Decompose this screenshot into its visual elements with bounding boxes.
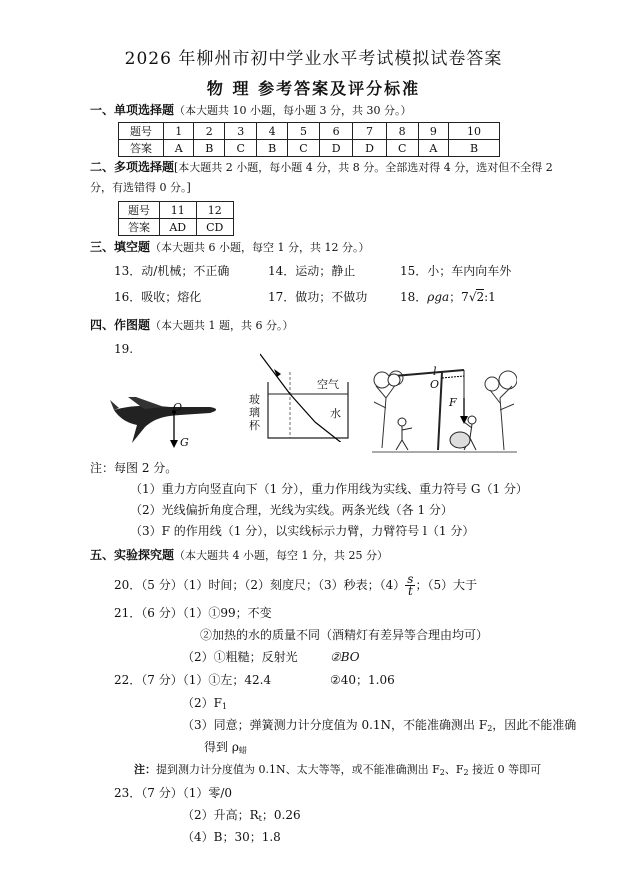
answer-20-post: ；（5）大于 [415, 578, 478, 592]
ray-arrowhead [274, 369, 281, 377]
table-cell: D [353, 140, 386, 157]
answer-22-note-label: 注： [134, 763, 156, 776]
section-4-title: 四、作图题 [90, 318, 151, 332]
force-arrowhead [460, 416, 468, 424]
gravity-arrowhead [170, 440, 178, 448]
answer-16: 16．吸收；熔化 [114, 290, 202, 304]
table-row [119, 123, 500, 140]
answer-22-4-sub: 蜡 [238, 746, 247, 755]
answer-23-1: 23．（7 分）（1）零/0 [114, 786, 233, 800]
section-2-desc: [本大题共 2 小题，每小题 4 分，共 8 分。全部选对得 4 分，选对但不全得 2 [174, 161, 553, 174]
section-2-title: 二、多项选择题 [90, 160, 175, 174]
answer-22-2-text: （2）F [182, 696, 222, 710]
answer-20 [114, 574, 477, 597]
answer-18-expr: ρga [427, 290, 450, 304]
lever-arm-line [442, 376, 464, 378]
table-cell: 8 [386, 123, 418, 140]
answer-22-1: 22．（7 分）（1）①左；42.4 [114, 673, 272, 687]
fig3-label-f: F [449, 396, 457, 409]
airplane-tail [110, 400, 119, 410]
answer-22-note-text: 提到测力计分度值为 0.1N、太大等等，或不能准确测出 F [156, 763, 440, 776]
answer-14: 14．运动；静止 [268, 264, 356, 278]
table-cell: AD [160, 219, 197, 236]
fraction-numerator: s [407, 572, 414, 586]
exit-ray [315, 422, 348, 442]
answer-23-2-text: （2）升高；R [182, 808, 259, 822]
answer-23-2 [182, 808, 301, 826]
answer-18-sep: ；7 [449, 290, 469, 304]
table-cell: C [386, 140, 418, 157]
table-cell: 5 [288, 123, 320, 140]
fig1-label-g: G [180, 436, 189, 449]
table-cell: 7 [353, 123, 386, 140]
table-cell: B [194, 140, 225, 157]
fig3-label-o: O [430, 378, 440, 391]
person-left [396, 418, 412, 450]
airplane-figure [110, 385, 225, 450]
table-cell: D [320, 140, 353, 157]
answer-18-number: 18． [400, 290, 428, 304]
incident-ray [260, 354, 290, 394]
table-cell: 答案 [119, 140, 164, 157]
section-1-heading [90, 103, 412, 118]
section-2-table [118, 201, 234, 236]
answer-22-3-end: ，因此不能准确 [492, 718, 577, 732]
table-cell: 答案 [119, 219, 160, 236]
well-lever-figure [372, 358, 517, 458]
fraction-denominator: t [407, 584, 413, 598]
answer-22-2 [182, 696, 227, 714]
section-3-heading [90, 240, 370, 255]
answer-22-3-text: （3）同意；弹簧测力计分度值为 0.1N，不能准确测出 F [182, 718, 488, 732]
section-3-desc: （本大题共 6 小题，每空 1 分，共 12 分。） [150, 241, 370, 254]
airplane-silhouette [114, 406, 216, 443]
sqrt-icon: √ [468, 290, 477, 304]
answer-23-3: （4）B；30；1.8 [182, 830, 281, 844]
answer-22-note [134, 763, 541, 780]
section-5-desc: （本大题共 4 小题，每空 1 分，共 25 分） [174, 549, 388, 562]
question-19: 19. [114, 342, 134, 356]
answer-21-2: ②加热的水的质量不同（酒精灯有差异等合理由均可） [200, 628, 489, 642]
table-cell: C [288, 140, 320, 157]
section-4-note-2: （2）光线偏折角度合理，光线为实线。两条光线（各 1 分） [130, 503, 453, 517]
table-cell: 11 [160, 202, 197, 219]
fig2-label-cup-2: 璃 [249, 406, 260, 419]
table-row [119, 219, 234, 236]
table-cell: 6 [320, 123, 353, 140]
page-subtitle: 物 理 参考答案及评分标准 [206, 79, 421, 98]
answer-20-fraction [405, 574, 415, 597]
fig2-label-water: 水 [330, 407, 341, 420]
answer-22-3 [182, 718, 576, 736]
section-1-table [118, 122, 500, 157]
section-2-heading [90, 160, 553, 175]
table-cell: 题号 [119, 123, 164, 140]
section-4-desc: （本大题共 1 题，共 6 分。） [150, 319, 294, 332]
answer-21-1: 21．（6 分）（1）①99；不变 [114, 606, 272, 620]
answer-18-root: 2 [476, 290, 485, 304]
tree-right [485, 371, 517, 450]
answer-22-note-sub-1: 2 [439, 768, 445, 777]
answer-13: 13．动/机械；不正确 [114, 264, 230, 278]
section-4-note: 注：每图 2 分。 [90, 461, 178, 475]
fig3-label-l: l [433, 365, 437, 378]
table-cell: A [164, 140, 194, 157]
table-cell: C [225, 140, 257, 157]
table-cell: 2 [194, 123, 225, 140]
table-row [119, 140, 500, 157]
answer-21-3: （2）①粗糙；反射光 [182, 650, 298, 664]
answer-22-1b: ②40；1.06 [330, 673, 395, 687]
table-row [119, 202, 234, 219]
lever-beam [394, 370, 464, 376]
answer-17: 17．做功；不做功 [268, 290, 368, 304]
table-cell: 1 [164, 123, 194, 140]
section-3-title: 三、填空题 [90, 240, 151, 254]
table-cell: CD [196, 219, 234, 236]
section-4-note-3: （3）F 的作用线（1 分），以实线标示力臂，力臂符号 l（1 分） [130, 524, 475, 538]
answer-22-note-end: 接近 0 等即可 [468, 763, 542, 776]
stone-weight [388, 374, 400, 386]
answer-22-note-mid: 、F [444, 763, 464, 776]
well-bucket [450, 432, 470, 448]
section-4-note-1: （1）重力方向竖直向下（1 分），重力作用线为实线、重力符号 G（1 分） [130, 482, 528, 496]
answer-20-pre: 20．（5 分）（1）时间；（2）刻度尺；（3）秒表；（4） [114, 578, 406, 592]
fig2-label-cup-3: 杯 [249, 419, 260, 432]
section-5-title: 五、实验探究题 [90, 548, 175, 562]
answer-18 [400, 290, 496, 304]
refracted-ray [290, 394, 315, 422]
section-4-heading [90, 318, 294, 333]
table-cell: 10 [449, 123, 500, 140]
section-5-heading [90, 548, 388, 563]
table-cell: A [418, 140, 448, 157]
fig1-label-o: O [173, 401, 183, 414]
answer-21-3b: ②BO [330, 650, 360, 664]
table-cell: B [449, 140, 500, 157]
fig2-label-cup-1: 玻 [249, 393, 260, 406]
answer-22-4 [204, 740, 247, 758]
answer-15: 15．小；车内向车外 [400, 264, 512, 278]
table-cell: 9 [418, 123, 448, 140]
refraction-figure [260, 352, 360, 442]
table-cell: 4 [257, 123, 288, 140]
page-title: 2026 年柳州市初中学业水平考试模拟试卷答案 [124, 49, 503, 69]
answer-22-2-sub: 1 [221, 702, 228, 711]
answer-22-note-sub-2: 2 [463, 768, 469, 777]
table-cell: 3 [225, 123, 257, 140]
table-cell: 12 [196, 202, 234, 219]
section-2-desc-cont: 分，有选错得 0 分。] [90, 181, 191, 194]
answer-22-4-text: 得到 ρ [204, 740, 239, 754]
answer-23-2-sub: t [258, 814, 262, 823]
answer-18-end: :1 [484, 290, 496, 304]
fig2-label-air: 空气 [317, 378, 339, 391]
answer-22-3-sub: 2 [487, 724, 493, 733]
table-cell: 题号 [119, 202, 160, 219]
table-cell: B [257, 140, 288, 157]
section-1-desc: （本大题共 10 小题，每小题 3 分，共 30 分。） [174, 104, 412, 117]
answer-23-2-end: ；0.26 [261, 808, 301, 822]
section-1-title: 一、单项选择题 [90, 103, 175, 117]
